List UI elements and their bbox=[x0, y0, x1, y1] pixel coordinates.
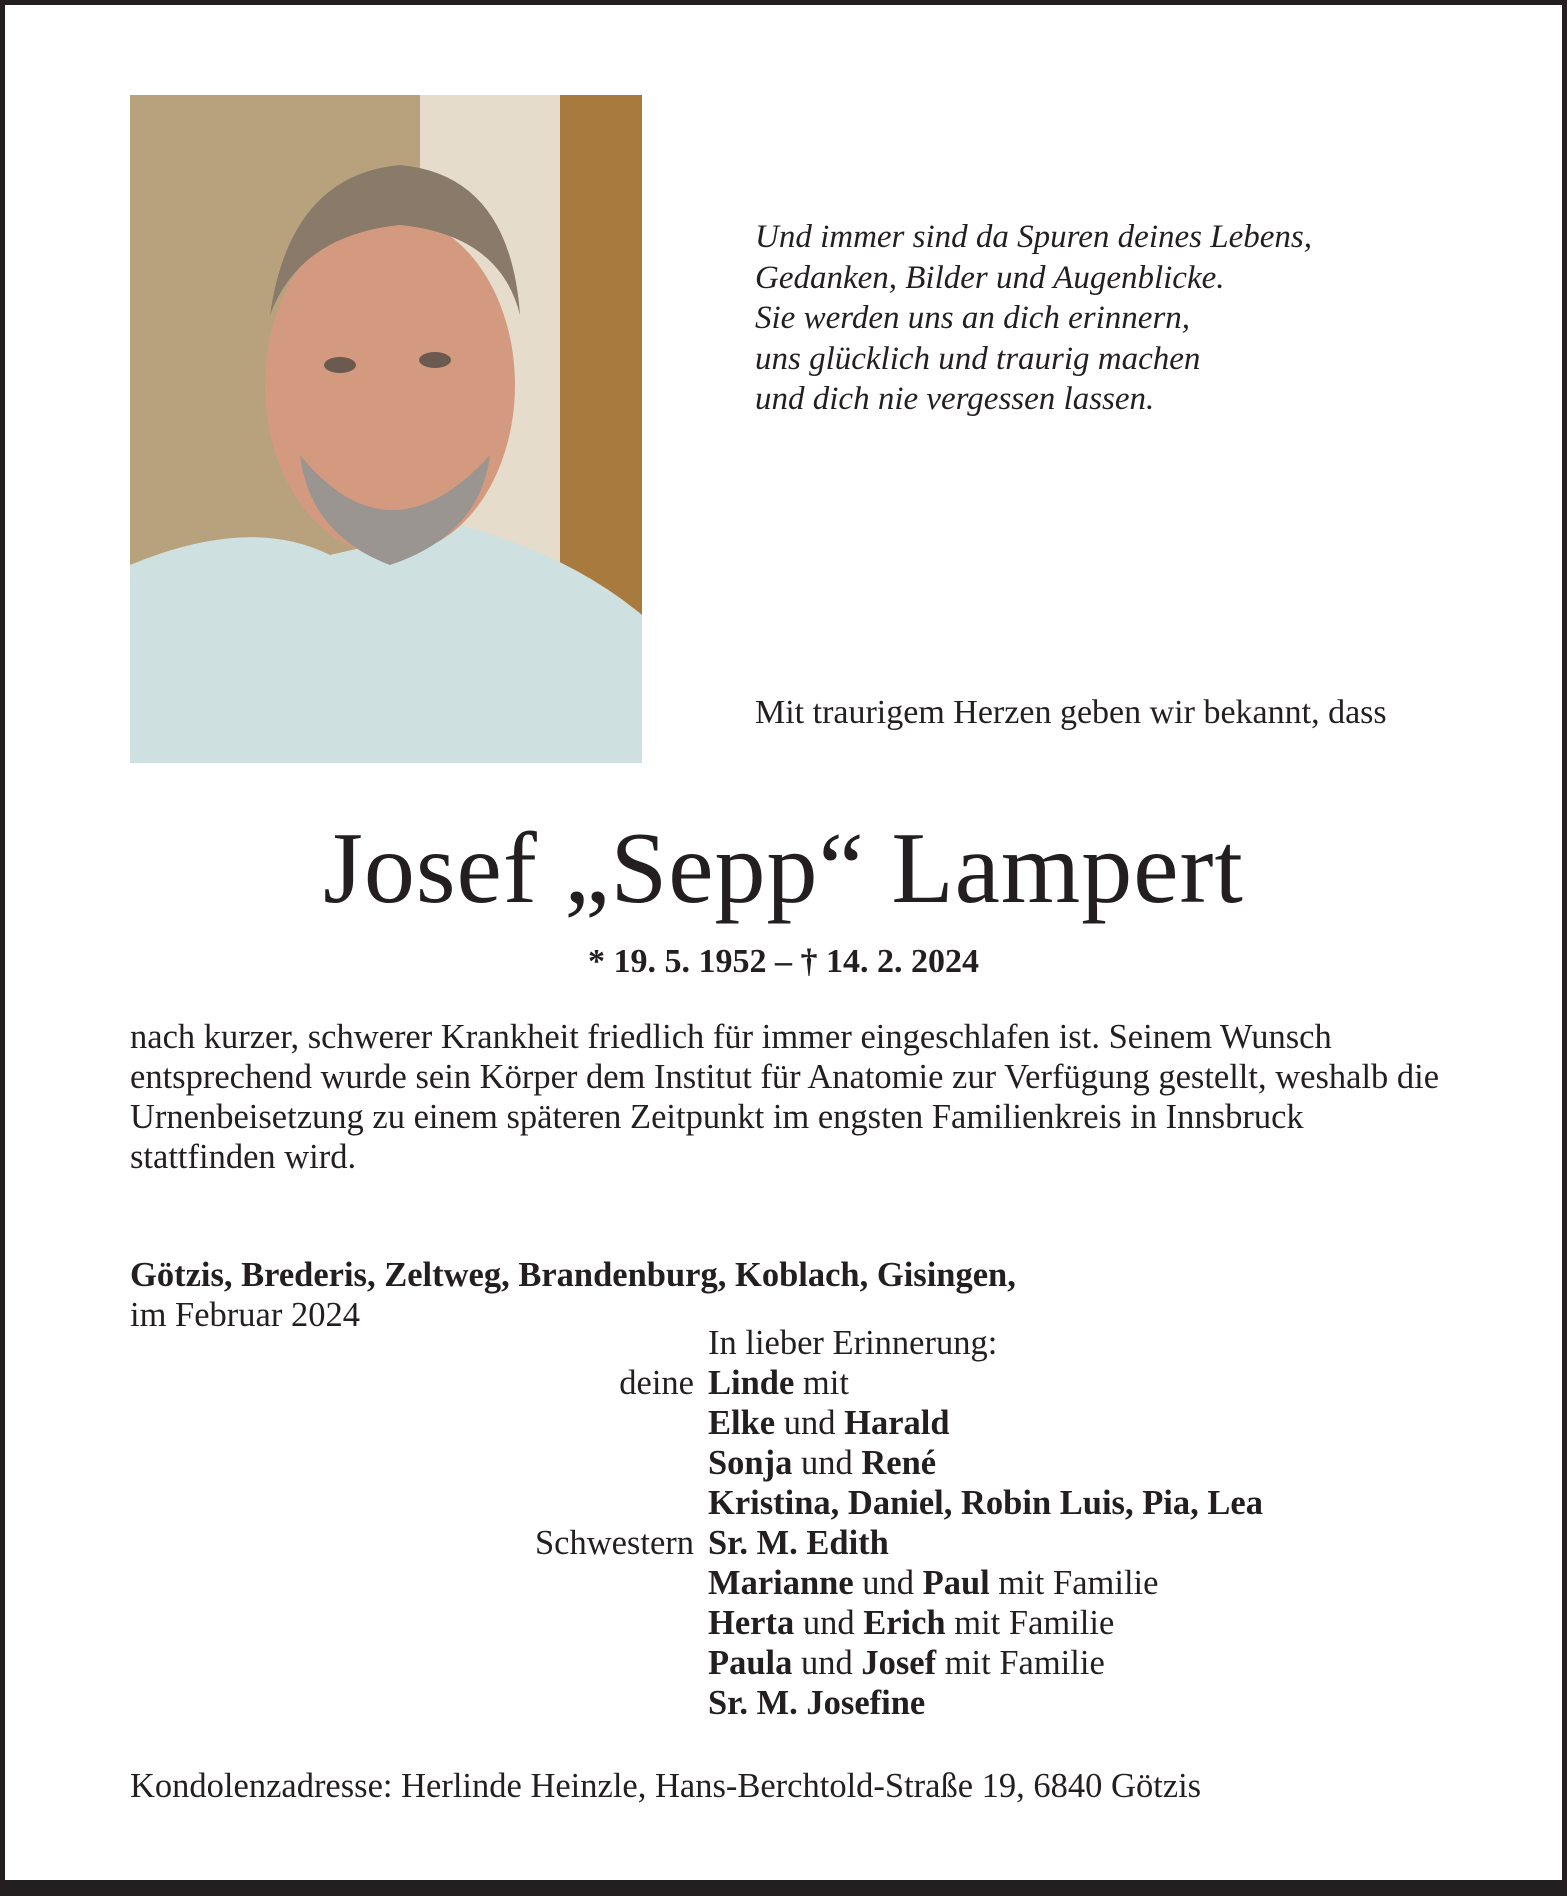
name-part: Marianne bbox=[708, 1564, 854, 1602]
name-part: mit Familie bbox=[945, 1604, 1115, 1642]
memory-heading: In lieber Erinnerung: bbox=[708, 1324, 998, 1362]
mourner-names bbox=[708, 1363, 849, 1403]
name-part: mit bbox=[794, 1364, 849, 1402]
date-line: im Februar 2024 bbox=[130, 1296, 360, 1334]
name-part: Sr. M. Josefine bbox=[708, 1684, 926, 1722]
mourner-row bbox=[5, 1403, 1562, 1443]
mourner-names bbox=[708, 1643, 1105, 1683]
mourner-names bbox=[708, 1603, 1114, 1643]
mourners-list bbox=[5, 1323, 1562, 1723]
mourner-names bbox=[708, 1523, 889, 1563]
name-part: Paula bbox=[708, 1644, 793, 1682]
mourner-row bbox=[5, 1483, 1562, 1523]
relation-label bbox=[5, 1443, 708, 1483]
mourner-names bbox=[708, 1403, 950, 1443]
mourner-row bbox=[5, 1643, 1562, 1683]
name-part: Harald bbox=[844, 1404, 950, 1442]
poem-line: Und immer sind da Spuren deines Lebens, bbox=[755, 219, 1312, 255]
relation-label bbox=[5, 1483, 708, 1523]
name-part: Herta bbox=[708, 1604, 795, 1642]
name-part: Paul bbox=[922, 1564, 990, 1602]
obituary-page bbox=[5, 5, 1562, 1880]
portrait-photo bbox=[130, 95, 642, 763]
name-part: Josef bbox=[861, 1644, 937, 1682]
relation-label bbox=[5, 1643, 708, 1683]
intro-text: Mit traurigem Herzen geben wir bekannt, dass bbox=[755, 694, 1387, 731]
mourner-names bbox=[708, 1483, 1263, 1523]
announcement-paragraph: nach kurzer, schwerer Krankheit friedlich für immer eingeschlafen ist. Seinem Wunsch entsprechend wurde sein Körper dem Institut für Anatomie zur Verfügung gestellt, weshalb die Urnenbeisetzung zu einem späteren Zeitpunkt im engsten Familienkreis in Innsbruck stattfinden wird. bbox=[130, 1018, 1440, 1176]
name-part: mit Familie bbox=[936, 1644, 1105, 1682]
name-part: und bbox=[794, 1604, 864, 1642]
poem-line: und dich nie vergessen lassen. bbox=[755, 381, 1155, 417]
name-part: Sonja bbox=[708, 1444, 793, 1482]
mourner-names bbox=[708, 1683, 925, 1723]
relation-label bbox=[5, 1683, 708, 1723]
name-part: und bbox=[792, 1444, 862, 1482]
places-list: Götzis, Brederis, Zeltweg, Brandenburg, Koblach, Gisingen, bbox=[130, 1256, 1016, 1294]
relation-label bbox=[5, 1403, 708, 1443]
poem bbox=[755, 217, 1312, 420]
mourner-row bbox=[5, 1363, 1562, 1403]
relation-label bbox=[5, 1603, 708, 1643]
condolence-address: Kondolenzadresse: Herlinde Heinzle, Hans-Berchtold-Straße 19, 6840 Götzis bbox=[130, 1767, 1202, 1805]
relation-label: Schwestern bbox=[534, 1524, 694, 1562]
mourner-row bbox=[5, 1563, 1562, 1603]
name-part: Kristina, Daniel, Robin Luis, Pia, Lea bbox=[708, 1484, 1263, 1522]
relation-label: deine bbox=[619, 1364, 694, 1402]
name-part: René bbox=[861, 1444, 937, 1482]
mourner-names bbox=[708, 1563, 1158, 1603]
mourner-row bbox=[5, 1443, 1562, 1483]
life-dates: * 19. 5. 1952 – † 14. 2. 2024 bbox=[588, 943, 979, 980]
relation-label bbox=[5, 1563, 708, 1603]
name-part: Elke bbox=[708, 1404, 776, 1442]
poem-line: uns glücklich und traurig machen bbox=[755, 340, 1201, 377]
name-part: und bbox=[775, 1404, 845, 1442]
mourner-row bbox=[5, 1683, 1562, 1723]
mourner-row bbox=[5, 1523, 1562, 1563]
name-part: Sr. M. Edith bbox=[708, 1524, 889, 1562]
name-part: mit Familie bbox=[989, 1564, 1159, 1602]
poem-line: Sie werden uns an dich erinnern, bbox=[755, 300, 1191, 336]
name-part: Linde bbox=[708, 1364, 795, 1402]
name-part: Erich bbox=[863, 1604, 946, 1642]
poem-line: Gedanken, Bilder und Augenblicke. bbox=[755, 259, 1225, 296]
mourner-row bbox=[5, 1603, 1562, 1643]
name-part: und bbox=[792, 1644, 862, 1682]
name-part: und bbox=[853, 1564, 923, 1602]
deceased-name: Josef „Sepp“ Lampert bbox=[323, 812, 1244, 925]
mourner-names bbox=[708, 1443, 936, 1483]
